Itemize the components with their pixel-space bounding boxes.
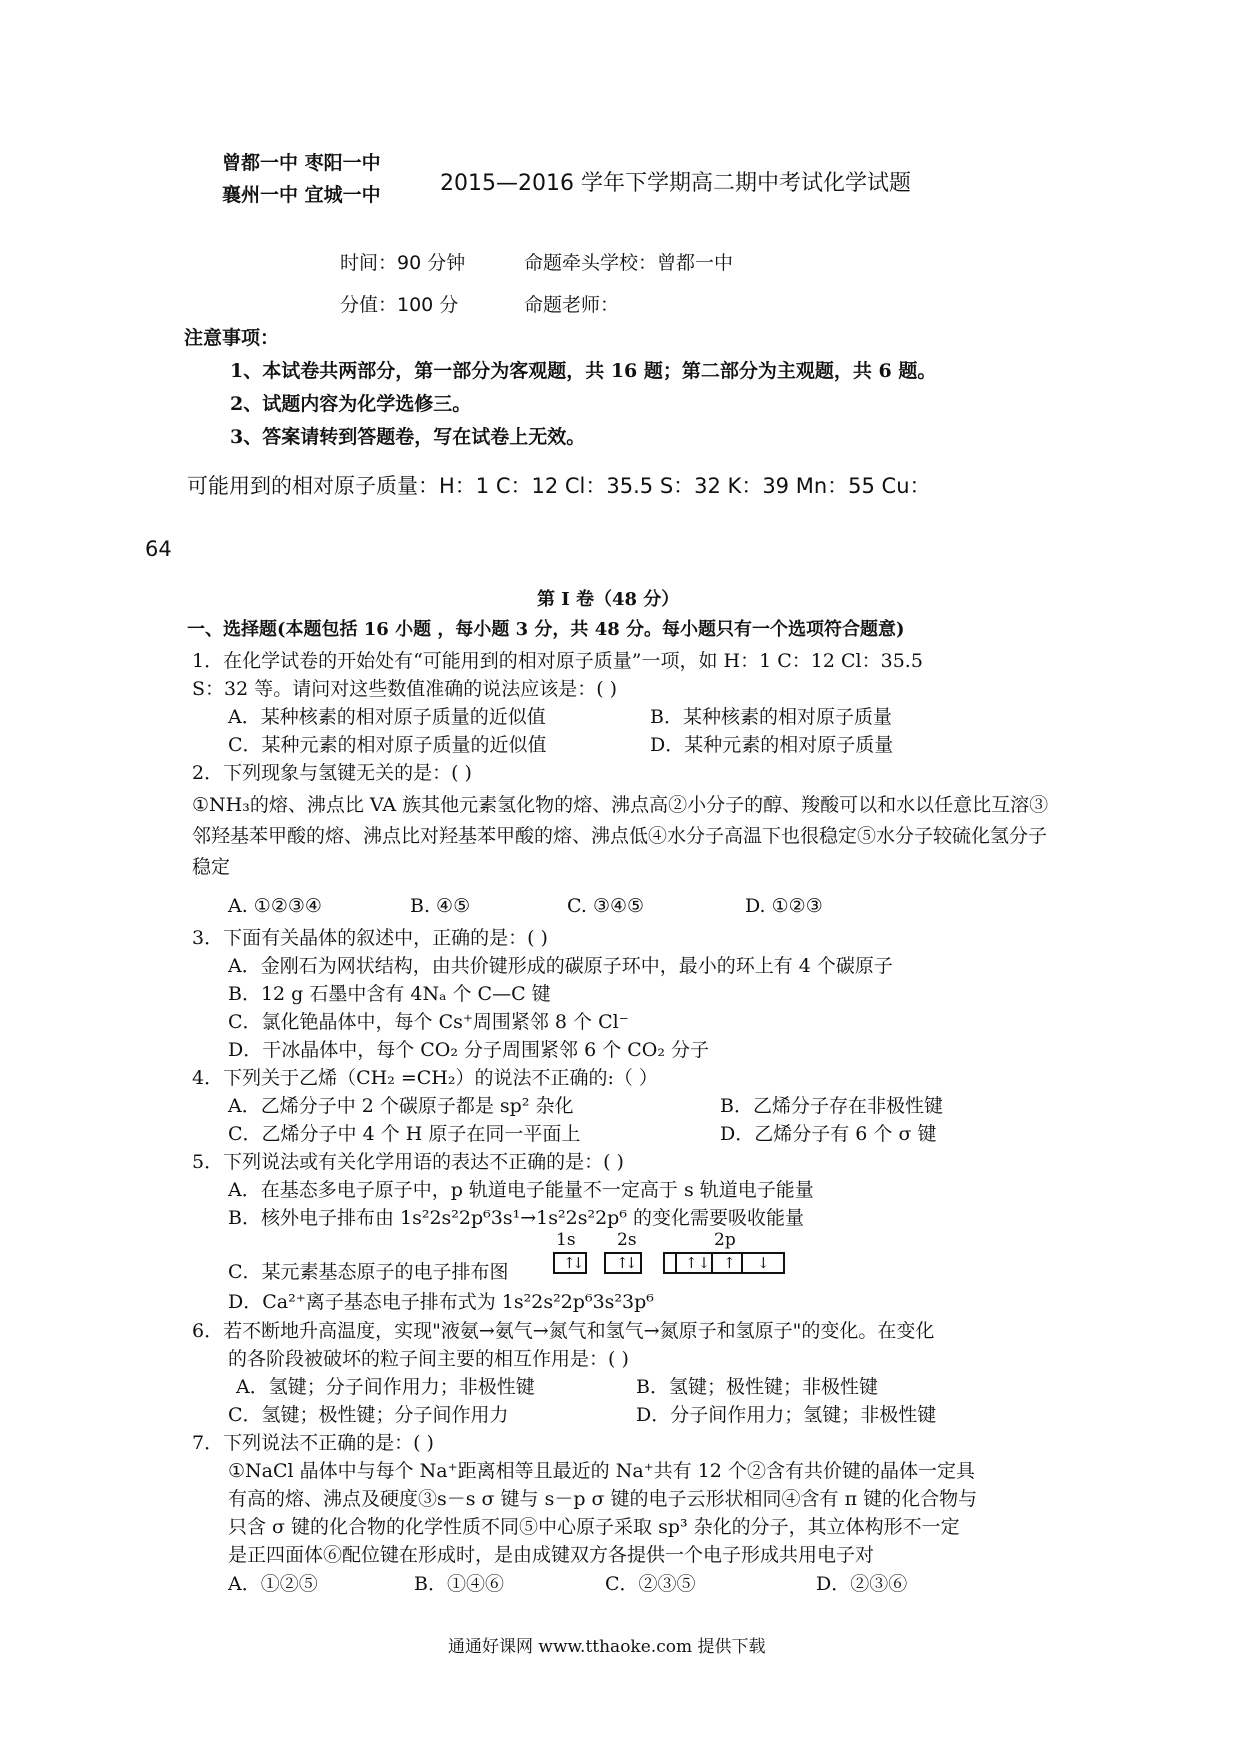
notice-item-2: 2、试题内容为化学选修三。 (230, 393, 472, 415)
q7-body-line4: 是正四面体⑥配位键在形成时，是由成键双方各提供一个电子形成共用电子对 (228, 1544, 875, 1566)
q7-option-b: B．①④⑥ (414, 1573, 504, 1595)
orbital-cell (677, 1254, 713, 1272)
q6-stem-line2: 的各阶段被破坏的粒子间主要的相互作用是：( ) (228, 1348, 629, 1370)
q1-stem-line1: 1．在化学试卷的开始处有“可能用到的相对原子质量”一项，如 H：1 C：12 Cl：35.5 (192, 650, 923, 672)
orbital-label-2s: 2s (617, 1230, 637, 1250)
lead-school: 命题牵头学校：曾都一中 (524, 252, 734, 274)
q3-option-b: B．12 g 石墨中含有 4Nₐ 个 C—C 键 (228, 983, 551, 1005)
exam-title: 2015—2016 学年下学期高二期中考试化学试题 (440, 171, 911, 196)
q5-stem: 5．下列说法或有关化学用语的表达不正确的是：( ) (192, 1151, 624, 1173)
q2-stem: 2．下列现象与氢键无关的是：( ) (192, 762, 472, 784)
q3-option-d: D．干冰晶体中，每个 CO₂ 分子周围紧邻 6 个 CO₂ 分子 (228, 1039, 710, 1061)
q7-option-c: C．②③⑤ (605, 1573, 696, 1595)
electron-up-arrow: ↑ (723, 1254, 736, 1272)
q2-option-d: D. ①②③ (745, 895, 823, 917)
q5-option-b: B．核外电子排布由 1s²2s²2p⁶3s¹→1s²2s²2p⁶ 的变化需要吸收能量 (228, 1207, 804, 1229)
exam-score: 分值：100 分 (340, 294, 459, 316)
orbital-box-2s (604, 1252, 642, 1274)
q2-body: ①NH₃的熔、沸点比 VA 族其他元素氢化物的熔、沸点高②小分子的醇、羧酸可以和水以任意比互溶③邻羟基苯甲酸的熔、沸点比对羟基苯甲酸的熔、沸点低④水分子高温下也很稳定⑤水分子较硫化氢分子稳定 (192, 794, 1049, 878)
q2-option-c: C. ③④⑤ (567, 895, 645, 917)
orbital-cell (713, 1254, 743, 1272)
electron-down-arrow: ↓ (757, 1254, 770, 1272)
part-heading: 第 I 卷（48 分） (537, 589, 680, 610)
notice-item-3: 3、答案请转到答题卷，写在试卷上无效。 (230, 426, 586, 448)
q3-stem: 3．下面有关晶体的叙述中，正确的是：( ) (192, 927, 548, 949)
q6-stem-line1: 6．若不断地升高温度，实现"液氨→氨气→氮气和氢气→氮原子和氢原子"的变化。在变化 (192, 1320, 935, 1342)
q7-body-line1: ①NaCl 晶体中与每个 Na⁺距离相等且最近的 Na⁺共有 12 个②含有共价键的晶体一定具 (228, 1460, 975, 1482)
q5-option-a: A．在基态多电子原子中，p 轨道电子能量不一定高于 s 轨道电子能量 (228, 1179, 814, 1201)
orbital-cell (743, 1254, 783, 1272)
electron-up-arrow: ↑ (563, 1254, 576, 1272)
q1-option-d: D．某种元素的相对原子质量 (650, 734, 894, 756)
notice-item-1: 1、本试卷共两部分，第一部分为客观题，共 16 题；第二部分为主观题，共 6 题。 (230, 360, 937, 382)
q6-option-c: C．氢键；极性键；分子间作用力 (228, 1404, 509, 1426)
exam-time: 时间：90 分钟 (340, 252, 466, 274)
q2-option-a: A. ①②③④ (228, 895, 322, 917)
q6-option-a: A．氢键；分子间作用力；非极性键 (236, 1376, 535, 1398)
school-names-line2: 襄州一中 宜城一中 (222, 184, 381, 206)
orbital-box-1s (553, 1252, 587, 1274)
q5-option-d: D．Ca²⁺离子基态电子排布式为 1s²2s²2p⁶3s²3p⁶ (228, 1291, 654, 1313)
q7-stem: 7．下列说法不正确的是：( ) (192, 1432, 434, 1454)
q1-option-c: C．某种元素的相对原子质量的近似值 (228, 734, 547, 756)
q2-option-b: B. ④⑤ (410, 895, 471, 917)
q4-option-c: C．乙烯分子中 4 个 H 原子在同一平面上 (228, 1123, 581, 1145)
electron-down-arrow: ↓ (572, 1254, 585, 1272)
electron-down-arrow: ↓ (625, 1254, 638, 1272)
q5-option-c: C．某元素基态原子的电子排布图 (228, 1261, 509, 1283)
electron-pair-arrows: ↑↓ (685, 1254, 711, 1272)
atomic-mass-line2: 64 (145, 537, 172, 561)
q6-option-b: B．氢键；极性键；非极性键 (636, 1376, 878, 1398)
school-names-line1: 曾都一中 枣阳一中 (222, 152, 381, 174)
q4-option-d: D．乙烯分子有 6 个 σ 键 (720, 1123, 937, 1145)
q1-option-b: B．某种核素的相对原子质量 (650, 706, 892, 728)
q7-body-line2: 有高的熔、沸点及硬度③s－s σ 键与 s－p σ 键的电子云形状相同④含有 π 键的化合物与 (228, 1488, 978, 1510)
section-heading: 一、选择题(本题包括 16 小题 ，每小题 3 分，共 48 分。每小题只有一个选项符合题意) (187, 619, 905, 640)
orbital-cell (665, 1254, 677, 1272)
q7-option-a: A．①②⑤ (228, 1573, 318, 1595)
q3-option-a: A．金刚石为网状结构，由共价键形成的碳原子环中，最小的环上有 4 个碳原子 (228, 955, 893, 977)
exam-teacher: 命题老师： (524, 294, 620, 316)
orbital-box-2p (663, 1252, 785, 1274)
electron-up-arrow: ↑ (616, 1254, 629, 1272)
orbital-label-2p: 2p (714, 1230, 736, 1250)
q3-option-c: C．氯化铯晶体中，每个 Cs⁺周围紧邻 8 个 Cl⁻ (228, 1011, 629, 1033)
q1-option-a: A．某种核素的相对原子质量的近似值 (228, 706, 546, 728)
q7-body-line3: 只含 σ 键的化合物的化学性质不同⑤中心原子采取 sp³ 杂化的分子，其立体构形不一定 (228, 1516, 960, 1538)
q4-stem: 4．下列关于乙烯（CH₂ =CH₂）的说法不正确的:（ ） (192, 1067, 658, 1089)
notice-heading: 注意事项： (184, 327, 280, 349)
atomic-mass-line1: 可能用到的相对原子质量：H：1 C：12 Cl：35.5 S：32 K：39 Mn：55 Cu： (187, 474, 931, 498)
q6-option-d: D．分子间作用力；氢键；非极性键 (636, 1404, 937, 1426)
q7-option-d: D．②③⑥ (816, 1573, 908, 1595)
q4-option-b: B．乙烯分子存在非极性键 (720, 1095, 943, 1117)
q1-stem-line2: S：32 等。请问对这些数值准确的说法应该是：( ) (192, 678, 618, 700)
footer-source: 通通好课网 www.tthaoke.com 提供下载 (448, 1637, 766, 1657)
q4-option-a: A．乙烯分子中 2 个碳原子都是 sp² 杂化 (228, 1095, 574, 1117)
orbital-label-1s: 1s (556, 1230, 576, 1250)
